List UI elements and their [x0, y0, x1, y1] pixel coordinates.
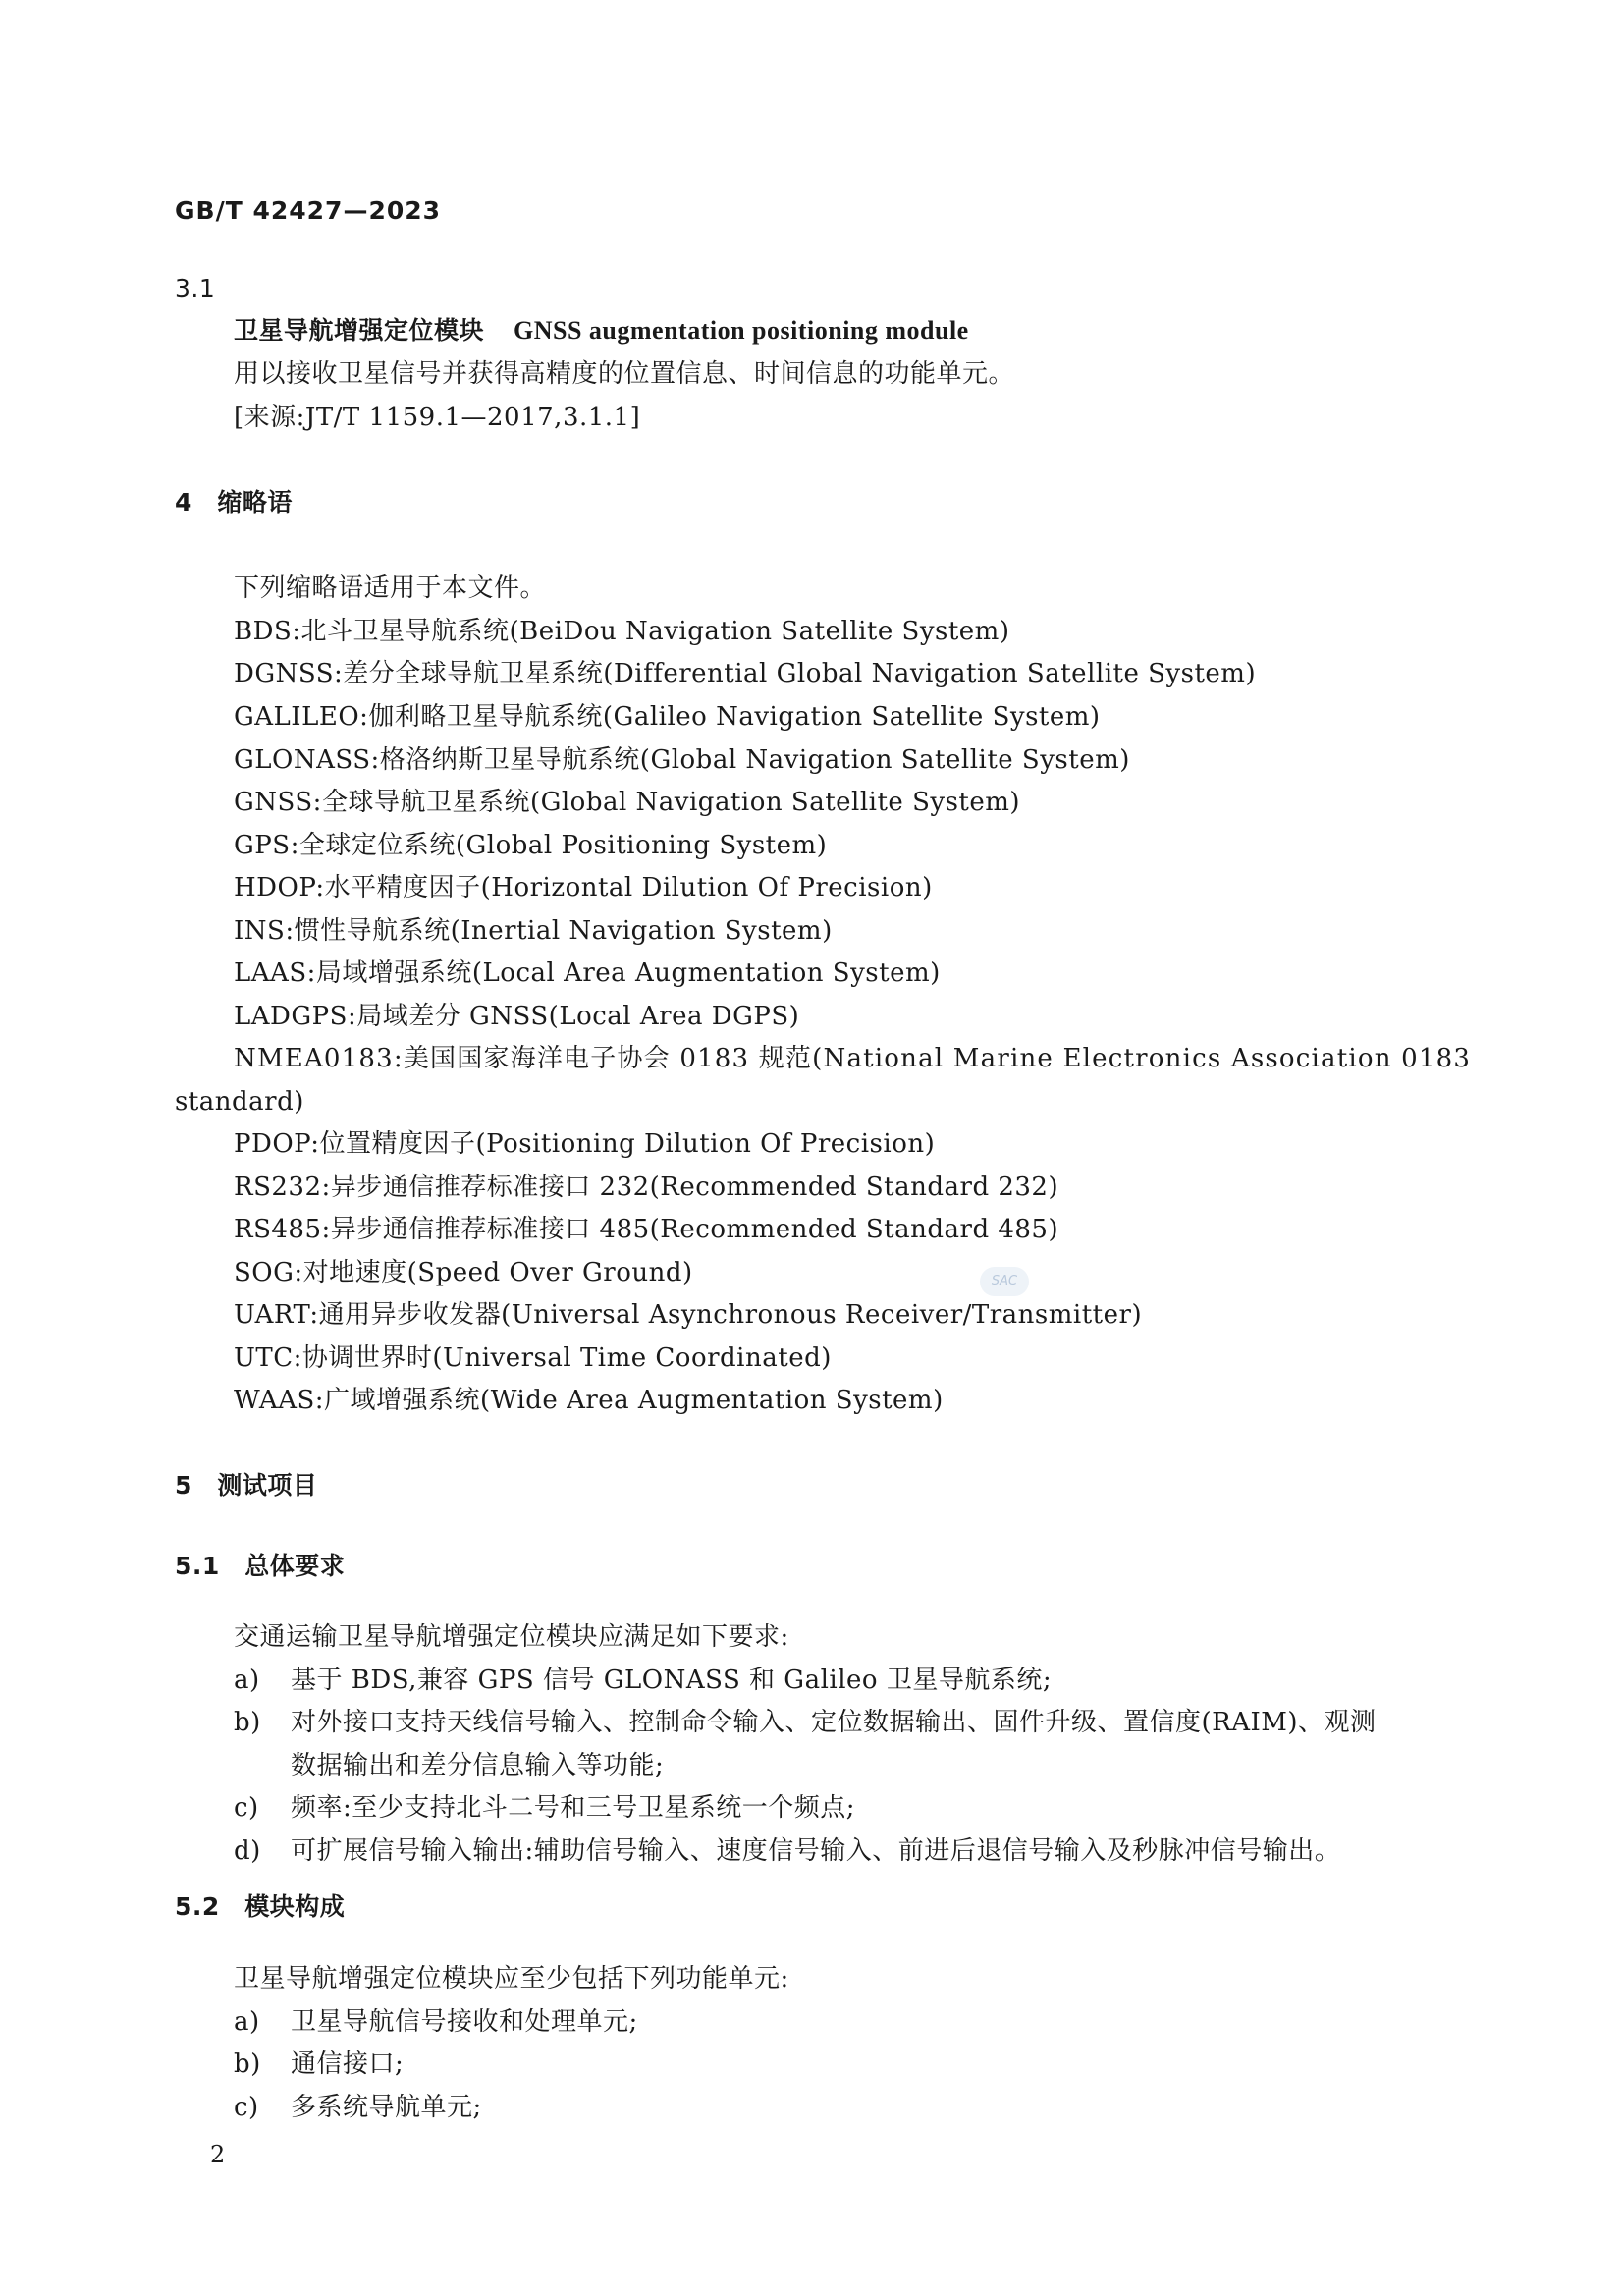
abbreviation-item: LAAS:局域增强系统(Local Area Augmentation System): [234, 958, 941, 988]
abbreviation-item: BDS:北斗卫星导航系统(BeiDou Navigation Satellite System): [234, 617, 1010, 646]
list-item: [234, 2048, 404, 2081]
list-item-text: 卫星导航信号接收和处理单元;: [291, 2007, 638, 2037]
abbreviation-item: PDOP:位置精度因子(Positioning Dilution Of Precision): [234, 1129, 936, 1159]
abbreviation-item: LADGPS:局域差分 GNSS(Local Area DGPS): [234, 1002, 800, 1031]
abbreviation-item: UTC:协调世界时(Universal Time Coordinated): [234, 1343, 832, 1373]
abbreviation-item: GLONASS:格洛纳斯卫星导航系统(Global Navigation Satellite System): [234, 745, 1130, 775]
term-number: 3.1: [175, 274, 216, 302]
page-number: 2: [210, 2141, 226, 2168]
list-item-text: 基于 BDS,兼容 GPS 信号 GLONASS 和 Galileo 卫星导航系统;: [291, 1666, 1053, 1695]
section-5-1-heading: 5.1 总体要求: [175, 1552, 346, 1580]
list-item-text: 通信接口;: [291, 2050, 405, 2079]
list-marker: a): [234, 1666, 260, 1695]
abbreviation-item: GPS:全球定位系统(Global Positioning System): [234, 831, 828, 860]
abbreviation-item: HDOP:水平精度因子(Horizontal Dilution Of Precision): [234, 873, 933, 902]
abbreviation-item: RS232:异步通信推荐标准接口 232(Recommended Standard 232): [234, 1173, 1059, 1202]
abbreviation-item: NMEA0183:美国国家海洋电子协会 0183 规范(National Marine Electronics Association 0183: [234, 1044, 1472, 1073]
abbreviation-item: INS:惯性导航系统(Inertial Navigation System): [234, 916, 833, 946]
section-4-intro: 下列缩略语适用于本文件。: [234, 574, 547, 603]
list-item: [234, 1834, 1340, 1868]
list-item: [234, 2005, 638, 2039]
list-item-text: 频率:至少支持北斗二号和三号卫星系统一个频点;: [291, 1793, 856, 1823]
term-title: [234, 314, 969, 348]
list-marker: d): [234, 1836, 261, 1866]
list-marker: c): [234, 2093, 259, 2122]
abbreviation-item: SOG:对地速度(Speed Over Ground): [234, 1258, 693, 1287]
list-item-text: 可扩展信号输入输出:辅助信号输入、速度信号输入、前进后退信号输入及秒脉冲信号输出。: [291, 1836, 1341, 1866]
list-marker: b): [234, 1708, 261, 1737]
abbreviation-item: UART:通用异步收发器(Universal Asynchronous Receiver/Transmitter): [234, 1300, 1143, 1330]
abbreviation-item: RS485:异步通信推荐标准接口 485(Recommended Standard 485): [234, 1215, 1059, 1244]
list-item: [234, 1664, 1052, 1697]
list-item-continuation: 数据输出和差分信息输入等功能;: [291, 1751, 665, 1780]
term-definition: 用以接收卫星信号并获得高精度的位置信息、时间信息的功能单元。: [234, 359, 1015, 389]
list-marker: b): [234, 2050, 261, 2079]
section-4-heading: 4 缩略语: [175, 488, 293, 517]
list-marker: c): [234, 1793, 259, 1823]
list-item: [234, 2091, 482, 2124]
abbreviation-item: GALILEO:伽利略卫星导航系统(Galileo Navigation Satellite System): [234, 702, 1101, 732]
abbreviation-item-continuation: standard): [175, 1087, 304, 1117]
list-marker: a): [234, 2007, 260, 2037]
section-5-2-intro: 卫星导航增强定位模块应至少包括下列功能单元:: [234, 1964, 789, 1994]
term-title-cn: 卫星导航增强定位模块: [234, 316, 485, 345]
abbreviation-item: WAAS:广域增强系统(Wide Area Augmentation System): [234, 1386, 944, 1415]
watermark-logo: SAC: [980, 1267, 1029, 1296]
abbreviation-item: DGNSS:差分全球导航卫星系统(Differential Global Navigation Satellite System): [234, 659, 1257, 688]
list-item: [234, 1791, 855, 1825]
list-item-text: 对外接口支持天线信号输入、控制命令输入、定位数据输出、固件升级、置信度(RAIM)、观测: [291, 1708, 1377, 1737]
document-code: GB/T 42427—2023: [175, 196, 442, 225]
list-item: [234, 1706, 1377, 1739]
section-5-1-intro: 交通运输卫星导航增强定位模块应满足如下要求:: [234, 1622, 789, 1652]
section-5-2-heading: 5.2 模块构成: [175, 1892, 346, 1921]
section-5-heading: 5 测试项目: [175, 1471, 318, 1500]
list-item-text: 多系统导航单元;: [291, 2093, 482, 2122]
term-source: [来源:JT/T 1159.1—2017,3.1.1]: [234, 403, 641, 432]
abbreviation-item: GNSS:全球导航卫星系统(Global Navigation Satellite System): [234, 788, 1021, 817]
term-title-en: GNSS augmentation positioning module: [514, 316, 969, 345]
